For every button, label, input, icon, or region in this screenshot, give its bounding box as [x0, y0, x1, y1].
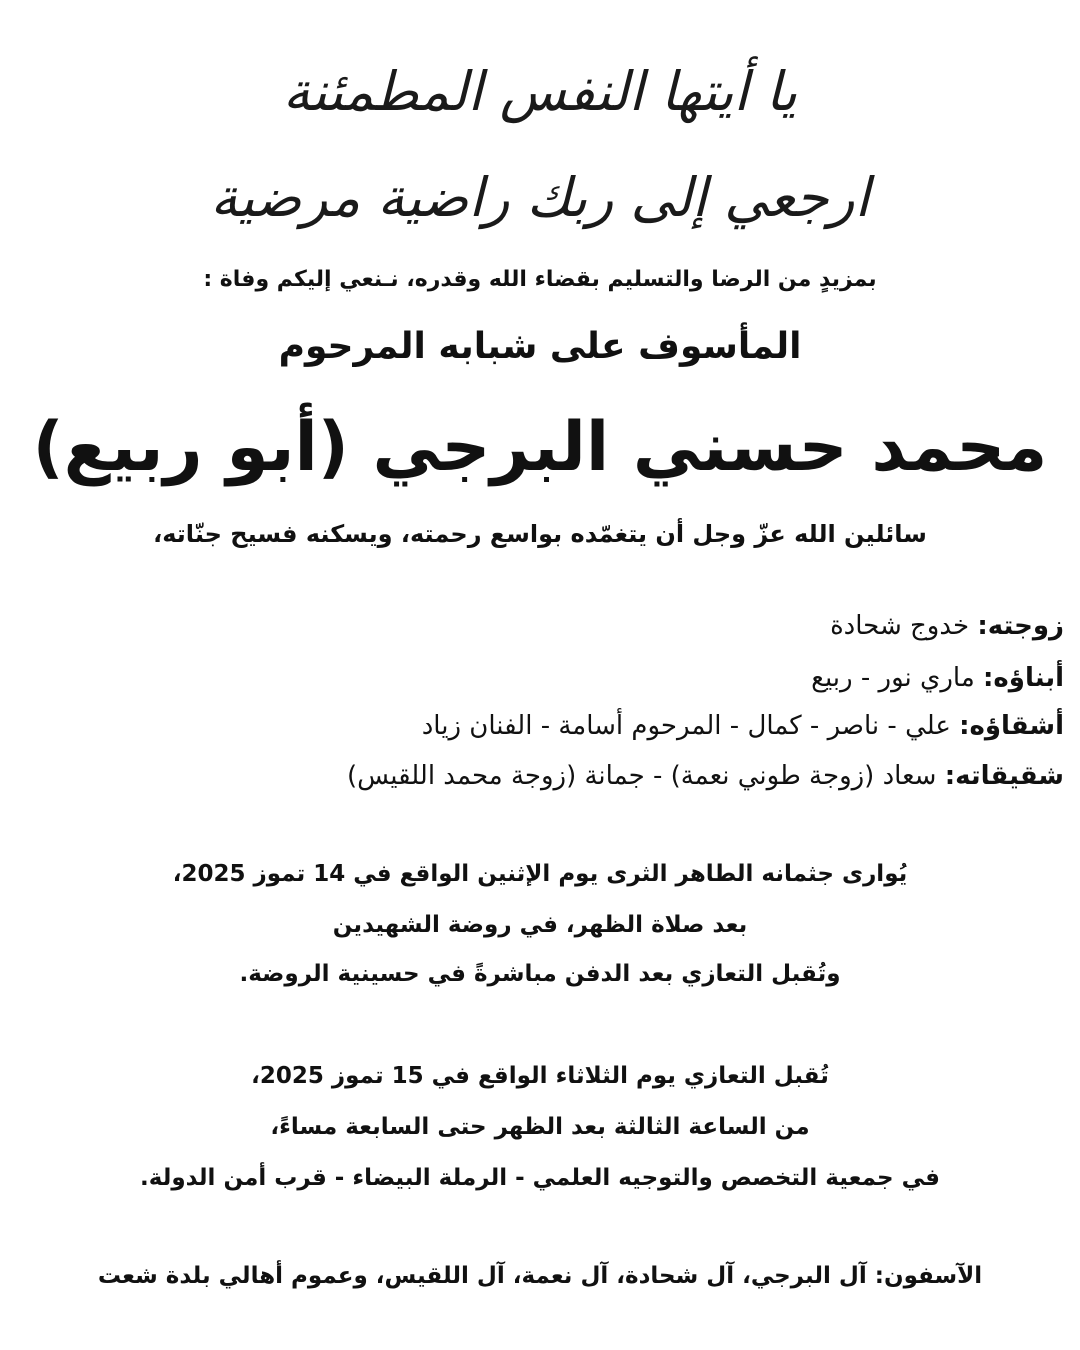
announcement-intro: بمزيدٍ من الرضا والتسليم بقضاء الله وقدره، نـنعي إليكم وفاة :: [203, 267, 877, 292]
prayer-text: سائلين الله عزّ وجل أن يتغمّده بواسع رحمته، ويسكنه فسيح جنّاته،: [153, 520, 927, 548]
condolences-line-2: من الساعة الثالثة بعد الظهر حتى السابعة مساءً،: [270, 1114, 810, 1140]
brothers-label: أشقاؤه:: [959, 711, 1064, 741]
family-sons-row: [811, 656, 1064, 700]
sisters-label: شقيقاته:: [944, 761, 1064, 791]
condolences-line-3: في جمعية التخصص والتوجيه العلمي - الرملة البيضاء - قرب أمن الدولة.: [140, 1165, 940, 1191]
condolences-line-1: تُقبل التعازي يوم الثلاثاء الواقع في 15 تموز 2025،: [251, 1063, 829, 1089]
wife-value: خدوج شحادة: [830, 611, 970, 641]
deceased-subtitle: المأسوف على شبابه المرحوم: [278, 326, 802, 367]
sisters-value: سعاد (زوجة طوني نعمة) - جمانة (زوجة محمد اللقيس): [347, 761, 937, 791]
family-brothers-row: [422, 704, 1064, 748]
funeral-line-1: يُوارى جثمانه الطاهر الثرى يوم الإثنين الواقع في 14 تموز 2025،: [172, 861, 908, 887]
funeral-line-3: وتُقبل التعازي بعد الدفن مباشرةً في حسينية الروضة.: [239, 961, 841, 987]
family-sisters-row: [347, 754, 1064, 798]
sons-value: ماري نور - ربيع: [811, 663, 975, 693]
quran-verse-line-2: ارجعي إلى ربك راضية مرضية: [210, 166, 870, 229]
mourners-list: الآسفون: آل البرجي، آل شحادة، آل نعمة، آل اللقيس، وعموم أهالي بلدة شعت: [97, 1263, 983, 1289]
sons-label: أبناؤه:: [983, 663, 1064, 693]
quran-verse-line-1: يا أيتها النفس المطمئنة: [282, 60, 798, 123]
wife-label: زوجته:: [977, 611, 1064, 641]
family-wife-row: [830, 604, 1064, 648]
brothers-value: علي - ناصر - كمال - المرحوم أسامة - الفنان زياد: [421, 711, 951, 741]
deceased-name: محمد حسني البرجي (أبو ربيع): [32, 408, 1048, 487]
funeral-line-2: بعد صلاة الظهر، في روضة الشهيدين: [332, 912, 748, 938]
